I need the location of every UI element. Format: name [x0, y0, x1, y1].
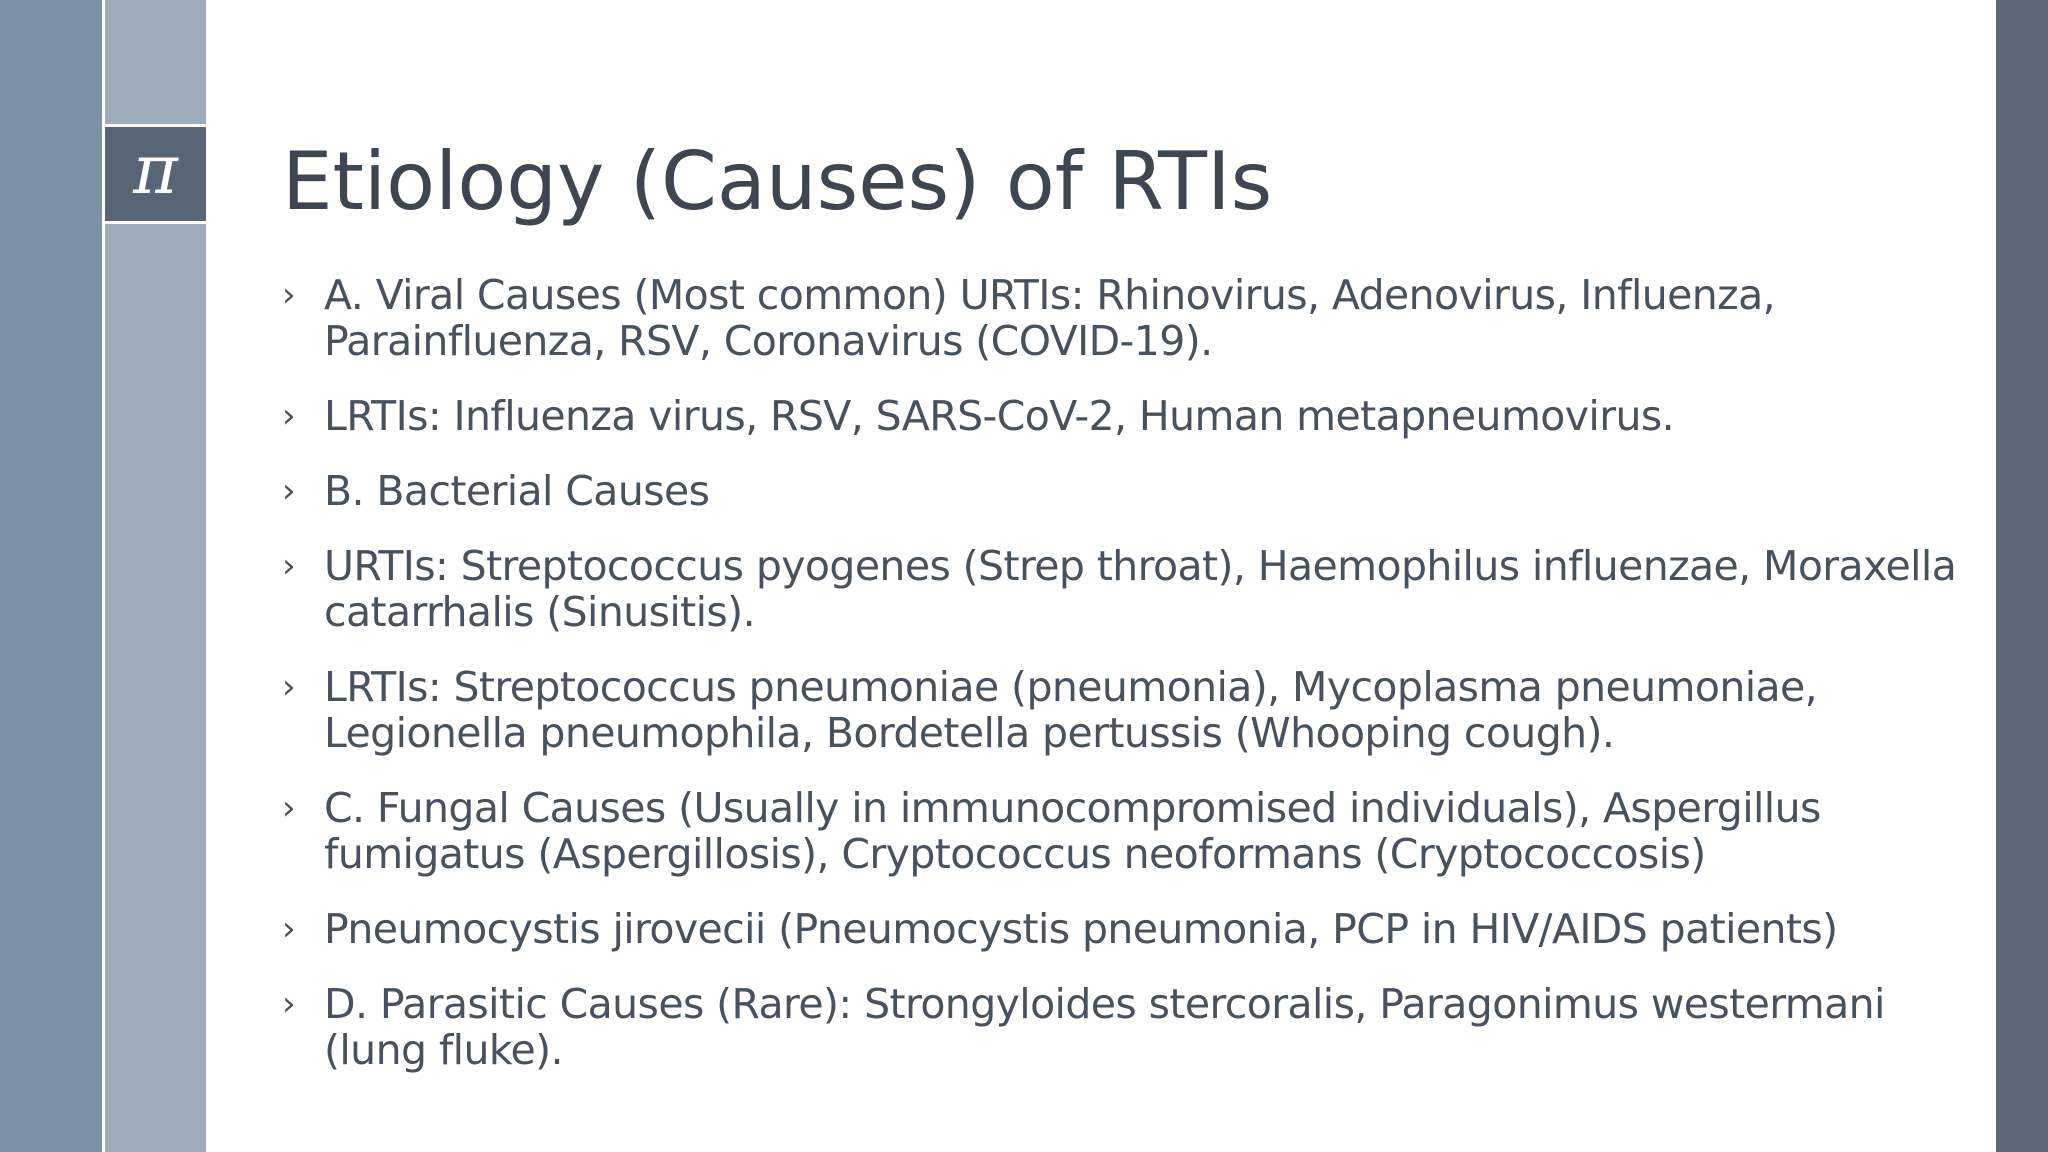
bullet-item-parasitic-causes — [282, 981, 1972, 1073]
left-outer-band — [0, 0, 102, 1152]
bullet-text: B. Bacterial Causes — [324, 467, 710, 515]
bullet-text: LRTIs: Influenza virus, RSV, SARS-CoV-2, Human metapneumovirus. — [324, 392, 1675, 440]
bullet-list — [282, 272, 1972, 1102]
bullet-marker-icon: › — [282, 396, 295, 436]
bullet-item-pneumocystis — [282, 906, 1972, 952]
bullet-text: D. Parasitic Causes (Rare): Strongyloides stercoralis, Paragonimus westermani (lung fluke). — [324, 980, 1885, 1074]
slide-title: Etiology (Causes) of RTIs — [282, 135, 1273, 228]
bullet-text: LRTIs: Streptococcus pneumoniae (pneumonia), Mycoplasma pneumoniae, Legionella pneumophila, Bordetella pertussis (Whooping cough). — [324, 663, 1818, 757]
bullet-item-bacterial-urtis — [282, 543, 1972, 635]
pi-symbol: π — [133, 131, 178, 210]
bullet-text: C. Fungal Causes (Usually in immunocompromised individuals), Aspergillus fumigatus (Aspergillosis), Cryptococcus neoformans (Cryptococcosis) — [324, 784, 1821, 878]
pi-icon — [105, 124, 206, 224]
bullet-marker-icon: › — [282, 909, 295, 949]
bullet-item-bacterial-lrtis — [282, 664, 1972, 756]
bullet-item-viral-lrtis — [282, 393, 1972, 439]
bullet-text: A. Viral Causes (Most common) URTIs: Rhinovirus, Adenovirus, Influenza, Parainfluenza, RSV, Coronavirus (COVID-19). — [324, 271, 1776, 365]
bullet-marker-icon: › — [282, 546, 295, 586]
bullet-text: Pneumocystis jirovecii (Pneumocystis pneumonia, PCP in HIV/AIDS patients) — [324, 905, 1838, 953]
bullet-marker-icon: › — [282, 984, 295, 1024]
bullet-item-fungal-causes — [282, 785, 1972, 877]
bullet-item-viral-causes — [282, 272, 1972, 364]
right-band — [1996, 0, 2048, 1152]
bullet-marker-icon: › — [282, 788, 295, 828]
bullet-marker-icon: › — [282, 471, 295, 511]
bullet-item-bacterial-causes — [282, 468, 1972, 514]
bullet-marker-icon: › — [282, 275, 295, 315]
bullet-text: URTIs: Streptococcus pyogenes (Strep throat), Haemophilus influenzae, Moraxella catarrhalis (Sinusitis). — [324, 542, 1957, 636]
bullet-marker-icon: › — [282, 667, 295, 707]
